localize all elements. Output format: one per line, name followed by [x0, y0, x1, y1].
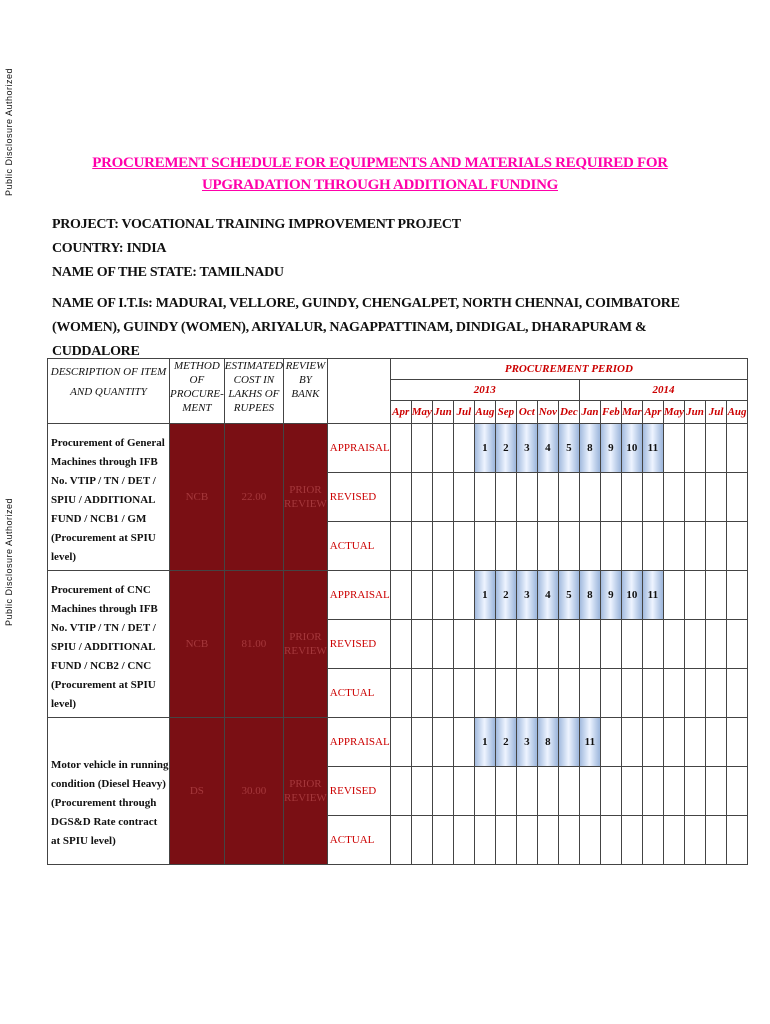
schedule-cell-empty — [663, 522, 684, 571]
schedule-cell-empty — [579, 522, 600, 571]
table-row — [48, 424, 748, 473]
month-header: Mar — [621, 401, 642, 424]
month-header: Oct — [516, 401, 537, 424]
schedule-cell-empty — [495, 473, 516, 522]
schedule-cell-empty — [474, 816, 495, 865]
schedule-cell-empty — [453, 522, 474, 571]
header-description: DESCRIPTION OF ITEM AND QUANTITY — [48, 359, 170, 424]
schedule-cell — [453, 424, 474, 473]
schedule-cell-empty — [642, 767, 663, 816]
schedule-cell-empty — [558, 767, 579, 816]
schedule-cell-empty — [516, 767, 537, 816]
schedule-cell-empty — [706, 767, 727, 816]
schedule-cell-empty — [642, 669, 663, 718]
schedule-cell — [727, 424, 748, 473]
schedule-cell — [706, 571, 727, 620]
schedule-cell-empty — [474, 669, 495, 718]
header-stage-blank — [327, 359, 390, 424]
month-header: Aug — [474, 401, 495, 424]
schedule-cell: 4 — [537, 571, 558, 620]
schedule-cell-empty — [685, 522, 706, 571]
schedule-cell-empty — [621, 522, 642, 571]
month-header: Dec — [558, 401, 579, 424]
stage-label: ACTUAL — [327, 816, 390, 865]
schedule-cell: 1 — [474, 424, 495, 473]
schedule-cell-empty — [663, 620, 684, 669]
schedule-cell-empty — [390, 767, 411, 816]
schedule-cell-empty — [537, 767, 558, 816]
schedule-cell — [411, 424, 432, 473]
schedule-cell-empty — [642, 522, 663, 571]
table-row — [48, 718, 748, 767]
schedule-cell-empty — [432, 816, 453, 865]
schedule-cell-empty — [663, 816, 684, 865]
schedule-cell — [727, 718, 748, 767]
schedule-cell — [432, 571, 453, 620]
schedule-cell-empty — [432, 767, 453, 816]
stage-label: REVISED — [327, 620, 390, 669]
schedule-cell-empty — [600, 522, 621, 571]
schedule-cell-empty — [495, 816, 516, 865]
schedule-cell-empty — [727, 620, 748, 669]
schedule-cell-empty — [706, 620, 727, 669]
schedule-cell-empty — [474, 473, 495, 522]
schedule-cell: 1 — [474, 718, 495, 767]
month-header: Sep — [495, 401, 516, 424]
schedule-cell — [663, 424, 684, 473]
schedule-cell — [621, 718, 642, 767]
schedule-cell: 10 — [621, 571, 642, 620]
schedule-cell-empty — [453, 669, 474, 718]
schedule-cell-empty — [390, 669, 411, 718]
project-info — [52, 213, 461, 285]
schedule-cell: 11 — [579, 718, 600, 767]
schedule-cell: 5 — [558, 424, 579, 473]
schedule-cell-empty — [411, 473, 432, 522]
stage-label: APPRAISAL — [327, 718, 390, 767]
schedule-cell-empty — [685, 473, 706, 522]
procurement-table — [47, 358, 748, 865]
item-description: Motor vehicle in running condition (Diesel Heavy) (Procurement through DGS&D Rate contract at SPIU level) — [48, 718, 170, 865]
schedule-cell — [706, 424, 727, 473]
schedule-cell-empty — [411, 669, 432, 718]
iti-names: NAME OF I.T.Is: MADURAI, VELLORE, GUINDY, CHENGALPET, NORTH CHENNAI, COIMBATORE (WOMEN), GUINDY (WOMEN), ARIYALUR, NAGAPPATTINAM, DINDIGAL, DHARAPURAM & CUDDALORE — [52, 296, 680, 359]
schedule-cell — [390, 571, 411, 620]
schedule-cell-empty — [706, 522, 727, 571]
schedule-cell-empty — [579, 669, 600, 718]
schedule-cell: 8 — [579, 424, 600, 473]
item-description: Procurement of CNC Machines through IFB No. VTIP / TN / DET / SPIU / ADDITIONAL FUND / NCB2 / CNC (Procurement at SPIU level) — [48, 571, 170, 718]
schedule-cell — [642, 718, 663, 767]
schedule-cell: 5 — [558, 571, 579, 620]
schedule-cell-empty — [579, 816, 600, 865]
schedule-cell-empty — [390, 473, 411, 522]
table-row — [48, 571, 748, 620]
schedule-cell-empty — [621, 473, 642, 522]
month-header: Jul — [453, 401, 474, 424]
schedule-cell — [453, 718, 474, 767]
schedule-cell-empty — [537, 473, 558, 522]
schedule-cell: 9 — [600, 571, 621, 620]
schedule-cell-empty — [663, 669, 684, 718]
schedule-cell-empty — [685, 767, 706, 816]
schedule-cell — [390, 424, 411, 473]
schedule-cell-empty — [432, 473, 453, 522]
schedule-cell-empty — [516, 669, 537, 718]
schedule-cell: 1 — [474, 571, 495, 620]
stage-label: ACTUAL — [327, 669, 390, 718]
schedule-cell-empty — [432, 669, 453, 718]
schedule-cell-empty — [411, 620, 432, 669]
schedule-cell-empty — [453, 767, 474, 816]
schedule-cell — [411, 571, 432, 620]
schedule-cell: 10 — [621, 424, 642, 473]
item-method: DS — [170, 718, 225, 865]
schedule-cell: 3 — [516, 718, 537, 767]
project-line: PROJECT: VOCATIONAL TRAINING IMPROVEMENT PROJECT — [52, 217, 461, 232]
month-header: Jun — [432, 401, 453, 424]
stage-label: ACTUAL — [327, 522, 390, 571]
month-header: Jun — [685, 401, 706, 424]
page-title: PROCUREMENT SCHEDULE FOR EQUIPMENTS AND MATERIALS REQUIRED FOR UPGRADATION THROUGH ADDITIONAL FUNDING — [92, 155, 668, 193]
schedule-cell-empty — [537, 669, 558, 718]
watermark-top: Public Disclosure Authorized — [4, 67, 14, 196]
item-cost: 30.00 — [224, 718, 283, 865]
watermark-middle: Public Disclosure Authorized — [4, 497, 14, 626]
schedule-cell-empty — [685, 816, 706, 865]
month-header: Jan — [579, 401, 600, 424]
schedule-cell-empty — [558, 620, 579, 669]
schedule-cell-empty — [642, 620, 663, 669]
schedule-cell-empty — [537, 620, 558, 669]
schedule-cell — [390, 718, 411, 767]
schedule-cell-empty — [621, 669, 642, 718]
schedule-cell-empty — [600, 620, 621, 669]
schedule-cell-empty — [579, 620, 600, 669]
schedule-cell-empty — [516, 816, 537, 865]
schedule-cell — [558, 718, 579, 767]
schedule-cell-empty — [390, 816, 411, 865]
schedule-cell-empty — [727, 669, 748, 718]
schedule-cell: 11 — [642, 424, 663, 473]
schedule-cell: 8 — [579, 571, 600, 620]
schedule-cell — [685, 571, 706, 620]
schedule-cell-empty — [663, 473, 684, 522]
month-header: Feb — [600, 401, 621, 424]
schedule-cell: 2 — [495, 718, 516, 767]
schedule-cell-empty — [706, 816, 727, 865]
schedule-cell-empty — [600, 669, 621, 718]
schedule-cell-empty — [474, 620, 495, 669]
schedule-cell-empty — [390, 620, 411, 669]
schedule-cell: 2 — [495, 571, 516, 620]
schedule-cell-empty — [685, 620, 706, 669]
schedule-cell — [411, 718, 432, 767]
header-method: METHOD OF PROCURE-MENT — [170, 359, 225, 424]
schedule-cell-empty — [727, 473, 748, 522]
schedule-cell-empty — [579, 767, 600, 816]
schedule-cell-empty — [558, 473, 579, 522]
schedule-cell: 3 — [516, 424, 537, 473]
country-line: COUNTRY: INDIA — [52, 241, 167, 256]
schedule-cell-empty — [600, 767, 621, 816]
schedule-cell-empty — [558, 669, 579, 718]
schedule-cell-empty — [600, 473, 621, 522]
schedule-cell-empty — [495, 620, 516, 669]
schedule-cell-empty — [621, 620, 642, 669]
schedule-cell-empty — [621, 767, 642, 816]
schedule-cell-empty — [411, 522, 432, 571]
schedule-cell-empty — [706, 669, 727, 718]
month-header: Apr — [642, 401, 663, 424]
item-cost: 22.00 — [224, 424, 283, 571]
schedule-cell-empty — [642, 816, 663, 865]
schedule-cell — [600, 718, 621, 767]
header-review: REVIEW BY BANK — [284, 359, 328, 424]
item-method: NCB — [170, 424, 225, 571]
schedule-cell-empty — [558, 816, 579, 865]
schedule-cell — [663, 571, 684, 620]
item-review: PRIOR REVIEW — [284, 571, 328, 718]
month-header: Aug — [727, 401, 748, 424]
month-header: Nov — [537, 401, 558, 424]
schedule-cell — [663, 718, 684, 767]
schedule-cell-empty — [432, 522, 453, 571]
month-header: May — [411, 401, 432, 424]
stage-label: APPRAISAL — [327, 571, 390, 620]
header-year-2013: 2013 — [390, 380, 579, 401]
schedule-cell-empty — [727, 767, 748, 816]
schedule-cell-empty — [495, 767, 516, 816]
schedule-cell-empty — [727, 522, 748, 571]
item-review: PRIOR REVIEW — [284, 424, 328, 571]
header-estimated-cost: ESTIMATED COST IN LAKHS OF RUPEES — [224, 359, 283, 424]
state-line: NAME OF THE STATE: TAMILNADU — [52, 265, 284, 280]
schedule-cell: 2 — [495, 424, 516, 473]
header-year-2014: 2014 — [579, 380, 747, 401]
item-cost: 81.00 — [224, 571, 283, 718]
schedule-cell-empty — [495, 522, 516, 571]
stage-label: APPRAISAL — [327, 424, 390, 473]
schedule-cell — [432, 424, 453, 473]
schedule-cell — [685, 424, 706, 473]
stage-label: REVISED — [327, 473, 390, 522]
schedule-cell: 8 — [537, 718, 558, 767]
schedule-cell-empty — [411, 767, 432, 816]
item-description: Procurement of General Machines through IFB No. VTIP / TN / DET / SPIU / ADDITIONAL FUND / NCB1 / GM (Procurement at SPIU level) — [48, 424, 170, 571]
month-header: Apr — [390, 401, 411, 424]
schedule-cell-empty — [579, 473, 600, 522]
schedule-cell-empty — [516, 620, 537, 669]
month-header: Jul — [706, 401, 727, 424]
schedule-cell-empty — [621, 816, 642, 865]
schedule-cell-empty — [474, 522, 495, 571]
schedule-cell: 11 — [642, 571, 663, 620]
schedule-cell-empty — [453, 473, 474, 522]
schedule-cell-empty — [411, 816, 432, 865]
schedule-cell-empty — [390, 522, 411, 571]
schedule-cell-empty — [558, 522, 579, 571]
schedule-cell-empty — [685, 669, 706, 718]
schedule-cell — [706, 718, 727, 767]
schedule-cell-empty — [453, 620, 474, 669]
schedule-cell-empty — [663, 767, 684, 816]
schedule-cell — [432, 718, 453, 767]
schedule-cell-empty — [516, 522, 537, 571]
month-header: May — [663, 401, 684, 424]
schedule-cell-empty — [453, 816, 474, 865]
schedule-cell-empty — [642, 473, 663, 522]
schedule-cell-empty — [474, 767, 495, 816]
schedule-cell-empty — [727, 816, 748, 865]
item-review: PRIOR REVIEW — [284, 718, 328, 865]
schedule-cell-empty — [706, 473, 727, 522]
schedule-cell — [727, 571, 748, 620]
stage-label: REVISED — [327, 767, 390, 816]
schedule-cell-empty — [537, 816, 558, 865]
schedule-cell-empty — [537, 522, 558, 571]
schedule-cell-empty — [600, 816, 621, 865]
item-method: NCB — [170, 571, 225, 718]
schedule-cell: 4 — [537, 424, 558, 473]
schedule-cell-empty — [432, 620, 453, 669]
schedule-cell: 3 — [516, 571, 537, 620]
schedule-cell-empty — [516, 473, 537, 522]
header-procurement-period: PROCUREMENT PERIOD — [390, 359, 747, 380]
schedule-cell — [453, 571, 474, 620]
schedule-cell — [685, 718, 706, 767]
schedule-cell: 9 — [600, 424, 621, 473]
schedule-cell-empty — [495, 669, 516, 718]
